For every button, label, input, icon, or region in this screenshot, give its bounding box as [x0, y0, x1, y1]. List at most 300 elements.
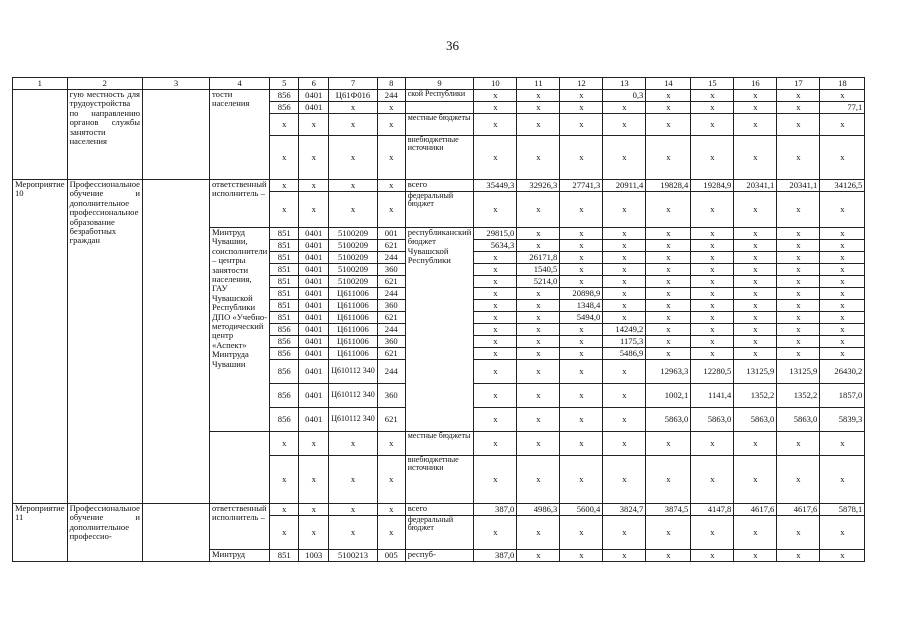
table-row	[13, 180, 865, 192]
table-cell: x	[777, 240, 820, 252]
table-cell: 0401	[299, 264, 329, 276]
table-cell: x	[691, 348, 734, 360]
table-cell: x	[474, 348, 517, 360]
table-cell: 5214,0	[517, 276, 560, 288]
table-cell: 26430,2	[820, 360, 865, 384]
table-cell: 5600,4	[560, 504, 603, 516]
table-cell: x	[560, 192, 603, 228]
column-header: 11	[517, 78, 560, 90]
table-cell: x	[560, 408, 603, 432]
table-cell: x	[646, 252, 691, 264]
table-cell: 26171,8	[517, 252, 560, 264]
table-cell: x	[603, 240, 646, 252]
table-cell: 001	[377, 228, 405, 240]
table-cell: Ц610112 340	[329, 408, 377, 432]
table-cell: x	[734, 550, 777, 562]
table-cell: x	[820, 550, 865, 562]
table-cell: 3824,7	[603, 504, 646, 516]
table-cell: x	[820, 228, 865, 240]
table-cell: x	[517, 348, 560, 360]
table-cell: Ц61Ф016	[329, 90, 377, 102]
table-cell: федеральный бюджет	[405, 516, 474, 550]
table-cell: x	[734, 192, 777, 228]
table-cell: x	[474, 90, 517, 102]
table-cell: Ц611006	[329, 336, 377, 348]
table-cell: x	[270, 516, 299, 550]
column-header: 1	[13, 78, 68, 90]
table-cell: 5878,1	[820, 504, 865, 516]
table-cell: 0401	[299, 300, 329, 312]
table-cell: 14249,2	[603, 324, 646, 336]
table-cell: x	[820, 348, 865, 360]
table-cell: x	[646, 550, 691, 562]
table-cell: x	[691, 90, 734, 102]
table-cell: x	[691, 336, 734, 348]
table-cell: 13125,9	[777, 360, 820, 384]
table-cell: 0401	[299, 102, 329, 114]
table-cell: ской Республики	[405, 90, 474, 102]
empty-cell	[143, 90, 210, 180]
table-cell: x	[646, 240, 691, 252]
empty-cell	[143, 180, 210, 504]
table-cell: x	[299, 136, 329, 180]
table-cell: x	[734, 456, 777, 504]
table-cell: x	[517, 102, 560, 114]
table-cell: x	[474, 336, 517, 348]
table-cell: x	[603, 102, 646, 114]
table-cell: 1348,4	[560, 300, 603, 312]
table-cell: 244	[377, 288, 405, 300]
table-cell: 5634,3	[474, 240, 517, 252]
table-cell: Ц611006	[329, 300, 377, 312]
table-cell: 851	[270, 288, 299, 300]
table-cell: x	[691, 240, 734, 252]
table-cell: x	[560, 550, 603, 562]
table-cell: респуб-	[405, 550, 474, 562]
executor-cell: ответственный исполнитель –	[210, 180, 270, 228]
table-cell: x	[646, 432, 691, 456]
table-cell: x	[603, 456, 646, 504]
table-cell: x	[603, 276, 646, 288]
table-cell: x	[734, 102, 777, 114]
table-cell: x	[734, 348, 777, 360]
table-cell: x	[777, 300, 820, 312]
table-cell: 0401	[299, 288, 329, 300]
table-cell: x	[646, 276, 691, 288]
table-cell: 5100209	[329, 264, 377, 276]
table-cell: x	[777, 432, 820, 456]
table-cell: местные бюджеты	[405, 432, 474, 456]
table-cell: x	[270, 136, 299, 180]
table-cell: 5486,9	[603, 348, 646, 360]
table-cell: 244	[377, 324, 405, 336]
table-cell: 851	[270, 312, 299, 324]
column-header: 8	[377, 78, 405, 90]
table-cell: x	[474, 252, 517, 264]
table-cell: 851	[270, 252, 299, 264]
table-cell: 621	[377, 408, 405, 432]
executor-cell: тости населения	[210, 90, 270, 180]
table-cell: 621	[377, 240, 405, 252]
table-cell: 1141,4	[691, 384, 734, 408]
table-cell: x	[377, 136, 405, 180]
table-cell: 1352,2	[734, 384, 777, 408]
table-cell: x	[820, 432, 865, 456]
table-cell: x	[646, 264, 691, 276]
table-cell: x	[691, 432, 734, 456]
table-cell: Ц611006	[329, 348, 377, 360]
table-cell: x	[777, 324, 820, 336]
table-cell: 0,3	[603, 90, 646, 102]
table-cell: 4617,6	[734, 504, 777, 516]
table-cell: x	[329, 456, 377, 504]
table-cell: x	[329, 136, 377, 180]
table-cell: внебюджетные источники	[405, 456, 474, 504]
table-cell: x	[777, 90, 820, 102]
table-cell: x	[603, 384, 646, 408]
table-cell: x	[777, 102, 820, 114]
table-cell: 3874,5	[646, 504, 691, 516]
table-cell: x	[734, 336, 777, 348]
event-cell	[13, 90, 68, 180]
table-cell: x	[646, 288, 691, 300]
table-cell: x	[691, 114, 734, 136]
table-cell: федеральный бюджет	[405, 192, 474, 228]
table-cell: x	[820, 90, 865, 102]
table-cell: x	[734, 252, 777, 264]
event-title: Профессиональное обучение и дополнительное профессиональное образование безработных граждан	[67, 180, 142, 504]
table-cell: x	[603, 408, 646, 432]
column-header: 15	[691, 78, 734, 90]
column-header: 12	[560, 78, 603, 90]
table-cell: x	[474, 192, 517, 228]
table-cell: x	[777, 276, 820, 288]
table-cell: x	[691, 276, 734, 288]
table-cell: x	[299, 516, 329, 550]
table-cell: x	[734, 136, 777, 180]
table-cell: 0401	[299, 360, 329, 384]
table-cell: x	[603, 360, 646, 384]
column-header: 5	[270, 78, 299, 90]
table-cell: x	[517, 324, 560, 336]
table-cell: x	[474, 408, 517, 432]
table-cell: x	[270, 192, 299, 228]
table-cell: x	[734, 276, 777, 288]
table-cell: Ц610112 340	[329, 384, 377, 408]
table-cell: всего	[405, 504, 474, 516]
table-cell: x	[329, 432, 377, 456]
table-cell: 1002,1	[646, 384, 691, 408]
table-cell: x	[777, 114, 820, 136]
table-cell: x	[646, 228, 691, 240]
table-cell: x	[820, 324, 865, 336]
table-cell: x	[329, 192, 377, 228]
table-cell: x	[560, 252, 603, 264]
table-cell: x	[691, 300, 734, 312]
table-cell: 5100209	[329, 276, 377, 288]
table-cell: x	[691, 192, 734, 228]
event-number: Мероприятие 11	[13, 504, 68, 562]
table-cell: 0401	[299, 336, 329, 348]
table-cell: x	[691, 102, 734, 114]
table-cell: 360	[377, 336, 405, 348]
table-cell: x	[777, 136, 820, 180]
table-cell: 856	[270, 360, 299, 384]
column-header: 2	[67, 78, 142, 90]
table-cell: x	[299, 192, 329, 228]
column-header: 4	[210, 78, 270, 90]
executor-cell: Минтруд Чувашии, соисполнители – центры занятости населения, ГАУ Чувашской Республики ДПО «Учебно-методический центр «Аспект» Минтруда Чувашии	[210, 228, 270, 432]
table-cell: x	[474, 288, 517, 300]
table-cell: 1857,0	[820, 384, 865, 408]
table-cell: x	[820, 252, 865, 264]
table-cell: x	[517, 240, 560, 252]
table-cell: 387,0	[474, 504, 517, 516]
table-cell: внебюджетные источники	[405, 136, 474, 180]
table-cell: x	[691, 550, 734, 562]
table-cell: x	[603, 516, 646, 550]
table-cell: 5863,0	[777, 408, 820, 432]
table-cell: x	[270, 432, 299, 456]
table-cell: x	[777, 312, 820, 324]
table-cell: x	[329, 102, 377, 114]
table-cell: x	[691, 136, 734, 180]
table-cell: x	[691, 288, 734, 300]
table-cell: x	[474, 136, 517, 180]
table-cell: 621	[377, 276, 405, 288]
table-cell: x	[517, 228, 560, 240]
table-cell: 34126,5	[820, 180, 865, 192]
table-cell: 20341,1	[777, 180, 820, 192]
table-cell: x	[820, 456, 865, 504]
table-cell: x	[560, 240, 603, 252]
table-cell: 360	[377, 300, 405, 312]
table-cell: x	[329, 516, 377, 550]
table-cell: 12963,3	[646, 360, 691, 384]
table-cell: x	[646, 114, 691, 136]
table-cell: 244	[377, 360, 405, 384]
column-header: 17	[777, 78, 820, 90]
table-cell: x	[474, 384, 517, 408]
table-cell: x	[329, 504, 377, 516]
table-cell: x	[777, 336, 820, 348]
table-cell: 856	[270, 348, 299, 360]
table-cell: 856	[270, 336, 299, 348]
table-cell: x	[691, 312, 734, 324]
table-cell: x	[777, 228, 820, 240]
table-cell: x	[734, 114, 777, 136]
table-cell: 1003	[299, 550, 329, 562]
table-cell: x	[517, 432, 560, 456]
table-cell: 856	[270, 408, 299, 432]
table-cell: x	[691, 456, 734, 504]
table-cell: x	[517, 312, 560, 324]
table-cell: x	[560, 456, 603, 504]
table-cell: x	[603, 550, 646, 562]
table-cell: x	[517, 516, 560, 550]
table-cell: x	[270, 180, 299, 192]
table-cell: 0401	[299, 324, 329, 336]
table-cell: 851	[270, 264, 299, 276]
table-cell: Ц611006	[329, 288, 377, 300]
table-cell: 851	[270, 300, 299, 312]
table-cell: 0401	[299, 228, 329, 240]
table-cell: x	[603, 264, 646, 276]
table-cell: 4147,8	[691, 504, 734, 516]
table-cell: 0401	[299, 312, 329, 324]
table-cell: x	[517, 336, 560, 348]
table-cell: x	[560, 114, 603, 136]
table-cell: 856	[270, 90, 299, 102]
column-header: 13	[603, 78, 646, 90]
table-cell: 5494,0	[560, 312, 603, 324]
table-cell: 360	[377, 264, 405, 276]
table-cell: 0401	[299, 240, 329, 252]
table-cell: 5100209	[329, 240, 377, 252]
table-cell: x	[777, 456, 820, 504]
table-cell: x	[777, 192, 820, 228]
table-cell: x	[299, 180, 329, 192]
table-cell: x	[517, 136, 560, 180]
table-cell: 5863,0	[691, 408, 734, 432]
table-cell: 5100209	[329, 228, 377, 240]
table-cell: 0401	[299, 252, 329, 264]
table-cell: x	[603, 228, 646, 240]
table-cell: x	[517, 114, 560, 136]
table-cell: x	[474, 456, 517, 504]
table-cell: x	[560, 384, 603, 408]
table-cell: x	[474, 324, 517, 336]
table-cell: x	[377, 456, 405, 504]
table-cell: 5100213	[329, 550, 377, 562]
table-cell: x	[560, 264, 603, 276]
table-cell: 35449,3	[474, 180, 517, 192]
table-cell: x	[646, 456, 691, 504]
table-cell: x	[560, 516, 603, 550]
table-cell: 851	[270, 228, 299, 240]
table-cell: x	[299, 504, 329, 516]
table-cell: 005	[377, 550, 405, 562]
table-cell: 27741,3	[560, 180, 603, 192]
table-cell: x	[474, 264, 517, 276]
table-cell: x	[734, 240, 777, 252]
table-cell: x	[329, 180, 377, 192]
table-cell: 621	[377, 312, 405, 324]
table-cell: x	[560, 136, 603, 180]
table-cell: x	[603, 432, 646, 456]
table-cell: x	[734, 264, 777, 276]
table-cell: x	[691, 228, 734, 240]
table-cell: x	[691, 252, 734, 264]
table-cell: 387,0	[474, 550, 517, 562]
table-cell: 13125,9	[734, 360, 777, 384]
table-cell: x	[517, 360, 560, 384]
table-cell: x	[777, 288, 820, 300]
column-header: 6	[299, 78, 329, 90]
table-cell: Ц611006	[329, 312, 377, 324]
table-cell: 0401	[299, 90, 329, 102]
table-cell: x	[646, 300, 691, 312]
table-cell: x	[691, 324, 734, 336]
table-cell: x	[603, 312, 646, 324]
page-number: 36	[446, 38, 459, 53]
event-title: Профессиональное обучение и дополнительное профессио-	[67, 504, 142, 562]
table-cell: x	[517, 288, 560, 300]
table-cell: x	[299, 114, 329, 136]
event-title: гую местность для трудоустройства по направлению органов службы занятости населения	[67, 90, 142, 180]
table-cell: 20911,4	[603, 180, 646, 192]
table-cell: x	[517, 384, 560, 408]
table-cell: x	[517, 192, 560, 228]
table-cell: 0401	[299, 348, 329, 360]
table-cell: x	[820, 114, 865, 136]
table-cell: x	[560, 276, 603, 288]
table-cell: x	[299, 432, 329, 456]
table-cell: 20898,9	[560, 288, 603, 300]
table-cell: 360	[377, 384, 405, 408]
table-cell: x	[560, 228, 603, 240]
table-cell: 20341,1	[734, 180, 777, 192]
table-cell: x	[646, 136, 691, 180]
table-cell: всего	[405, 180, 474, 192]
table-cell: x	[377, 504, 405, 516]
table-cell: x	[377, 516, 405, 550]
table-cell: 5863,0	[734, 408, 777, 432]
table-cell: местные бюджеты	[405, 114, 474, 136]
table-cell: x	[517, 456, 560, 504]
table-cell: x	[820, 240, 865, 252]
table-cell: 29815,0	[474, 228, 517, 240]
table-cell: 1352,2	[777, 384, 820, 408]
table-cell: x	[691, 264, 734, 276]
table-cell: 32926,3	[517, 180, 560, 192]
table-cell: x	[777, 264, 820, 276]
table-cell: x	[560, 102, 603, 114]
table-cell: x	[734, 516, 777, 550]
table-cell: 5863,0	[646, 408, 691, 432]
table-cell: x	[777, 550, 820, 562]
table-cell: x	[560, 432, 603, 456]
table-cell: x	[646, 348, 691, 360]
table-cell: 856	[270, 102, 299, 114]
table-cell: x	[377, 432, 405, 456]
table-cell: 19828,4	[646, 180, 691, 192]
budget-source: республиканский бюджет Чувашской Республики	[405, 228, 474, 432]
table-cell: 4986,3	[517, 504, 560, 516]
table-cell: x	[603, 300, 646, 312]
table-cell: 621	[377, 348, 405, 360]
table-cell: x	[820, 264, 865, 276]
table-cell: x	[691, 516, 734, 550]
table-cell: x	[820, 192, 865, 228]
table-cell: x	[560, 90, 603, 102]
table-cell: x	[560, 348, 603, 360]
table-cell: x	[474, 432, 517, 456]
executor-cell: ответственный исполнитель –	[210, 504, 270, 550]
table-cell: x	[603, 114, 646, 136]
table-cell: x	[777, 252, 820, 264]
table-cell: x	[734, 324, 777, 336]
table-cell: x	[820, 312, 865, 324]
column-header: 7	[329, 78, 377, 90]
table-cell: x	[603, 252, 646, 264]
table-cell: x	[299, 456, 329, 504]
table-cell: 12280,5	[691, 360, 734, 384]
table-cell: 851	[270, 240, 299, 252]
table-cell: x	[777, 348, 820, 360]
table-cell: x	[646, 516, 691, 550]
empty-cell	[210, 432, 270, 504]
